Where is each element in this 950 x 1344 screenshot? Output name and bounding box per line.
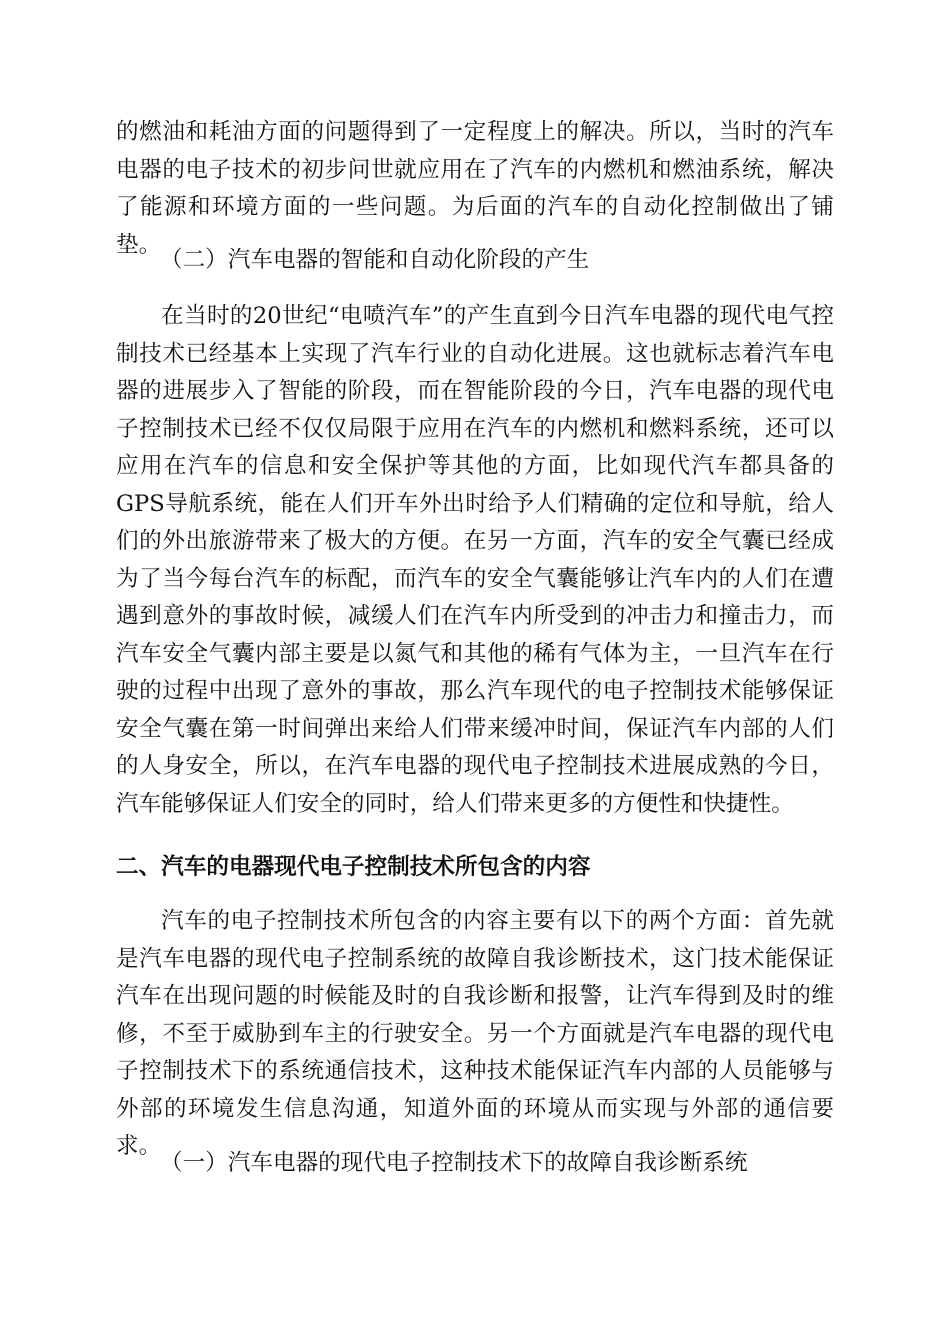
subheading-automation-stage: （二）汽车电器的智能和自动化阶段的产生 [160,247,590,273]
paragraph-continuation: 的燃油和耗油方面的问题得到了一定程度上的解决。所以，当时的汽车电器的电子技术的初步问世就应用在了汽车的内燃机和燃油系统，解决了能源和环境方面的一些问题。为后面的汽车的自动化控制做出了铺垫。 [116,119,834,258]
subheading-fault-diagnosis: （一）汽车电器的现代电子控制技术下的故障自我诊断系统 [160,1150,748,1176]
section-heading-contents: 二、汽车的电器现代电子控制技术所包含的内容 [116,854,591,880]
paragraph-contents: 汽车的电子控制技术所包含的内容主要有以下的两个方面：首先就是汽车电器的现代电子控制系统的故障自我诊断技术，这门技术能保证汽车在出现问题的时候能及时的自我诊断和报警，让汽车得到及时的维修，不至于威胁到车主的行驶安全。另一个方面就是汽车电器的现代电子控制技术下的系统通信技术，这种技术能保证汽车内部的人员能够与外部的环境发生信息沟通，知道外面的环境从而实现与外部的通信要求。 [116,908,834,1159]
paragraph-automation-stage: 在当时的20世纪“电喷汽车”的产生直到今日汽车电器的现代电气控制技术已经基本上实现了汽车行业的自动化进展。这也就标志着汽车电器的进展步入了智能的阶段，而在智能阶段的今日，汽车电器的现代电子控制技术已经不仅仅局限于应用在汽车的内燃机和燃料系统，还可以应用在汽车的信息和安全保护等其他的方面，比如现代汽车都具备的GPS导航系统，能在人们开车外出时给予人们精确的定位和导航，给人们的外出旅游带来了极大的方便。在另一方面，汽车的安全气囊已经成为了当今每台汽车的标配，而汽车的安全气囊能够让汽车内的人们在遭遇到意外的事故时候，减缓人们在汽车内所受到的冲击力和撞击力，而汽车安全气囊内部主要是以氮气和其他的稀有气体为主，一旦汽车在行驶的过程中出现了意外的事故，那么汽车现代的电子控制技术能够保证安全气囊在第一时间弹出来给人们带来缓冲时间，保证汽车内部的人们的人身安全，所以，在汽车电器的现代电子控制技术进展成熟的今日，汽车能够保证人们安全的同时，给人们带来更多的方便性和快捷性。 [116,303,834,817]
